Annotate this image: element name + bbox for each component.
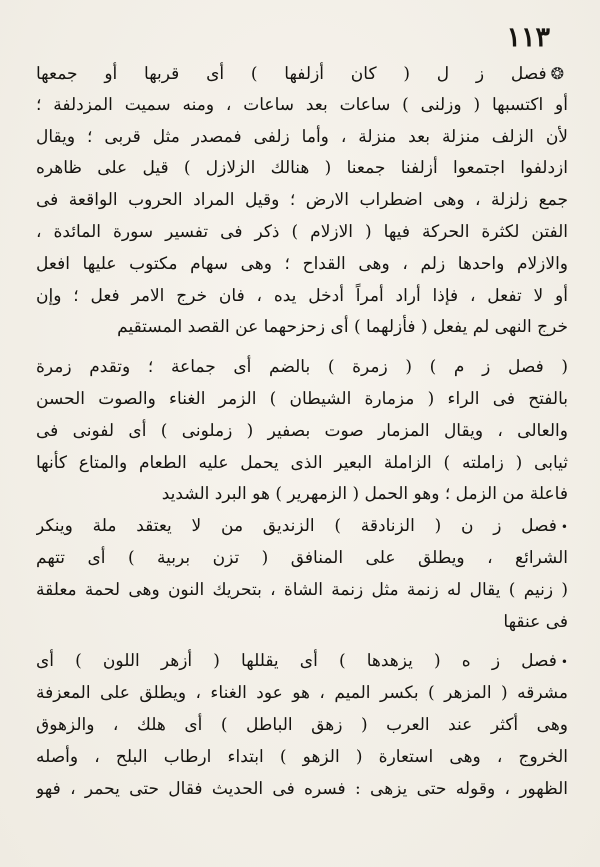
text-line (36, 479, 568, 511)
text-line (36, 312, 568, 344)
text-line (36, 774, 568, 806)
bullet-icon: • (560, 655, 568, 670)
text-line (36, 122, 568, 154)
text-line (36, 217, 568, 249)
text-line-content: بالفتح فى الراء ( مزمارة الشيطان ) الزمر الغناء والصوت الحسن (36, 388, 568, 409)
text-line-content: الفتن لكثرة الحركة فيها ( الازلام ) ذكر فى تفسير سورة المائدة ، (36, 221, 568, 242)
page-number: ١١٣ (506, 22, 550, 53)
text-line (36, 416, 568, 448)
text-line-content: أو لا تفعل ، فإذا أراد أمراً أدخل يده ، فان خرج الامر فعل ؛ وإن (36, 285, 568, 306)
text-line-content: فاعلة من الزمل ؛ وهو الحمل ( الزمهرير ) هو البرد الشديد (161, 484, 568, 505)
text-line-content: فى عنقها (503, 611, 568, 632)
text-line (36, 448, 568, 480)
text-line-content: فصل ز ن ( الزنادقة ) الزنديق من لا يعتقد ملة وينكر (36, 516, 557, 537)
text-line (36, 710, 568, 742)
text-line-content: جمع زلزلة ، وهى اضطراب الارض ؛ وقيل المراد الحروب الواقعة فى (36, 190, 568, 211)
text-line (36, 281, 568, 313)
text-line (36, 678, 568, 710)
text-line-content: ازدلفوا اجتمعوا أزلفنا جمعنا ( هنالك الزلازل ) قيل على ظاهره (36, 158, 568, 179)
bullet-icon: • (560, 520, 568, 535)
text-line (36, 543, 568, 575)
text-line-content: والعالى ، ويقال المزمار صوت بصفير ( زملونى ) أى لفونى فى (36, 420, 568, 441)
text-line (36, 575, 568, 607)
text-line (36, 153, 568, 185)
text-line (36, 90, 568, 122)
text-line-content: الشرائع ، ويطلق على المنافق ( تزن بربية ) أى تتهم (36, 547, 568, 568)
text-line-content: والازلام واحدها زلم ، وهى القداح ؛ وهى سهام مكتوب عليها افعل (36, 253, 568, 274)
body-text (36, 58, 568, 805)
text-line (36, 646, 568, 678)
text-line-content: خرج النهى لم يفعل ( فأزلهما ) أى زحزحهما عن القصد المستقيم (117, 317, 568, 338)
text-line (36, 742, 568, 774)
text-line-content: أو اكتسبها ( وزلنى ) ساعات بعد ساعات ، ومنه سميت المزدلفة ؛ (36, 94, 568, 115)
text-line (36, 185, 568, 217)
text-line-content: ثيابى ( زاملته ) الزاملة البعير الذى يحمل عليه الطعام والمتاع كأنها (36, 452, 568, 473)
text-line (36, 352, 568, 384)
text-line-content: ( زنيم ) يقال له زنمة مثل زنمة الشاة ، بتحريك النون وهى لحمة معلقة (36, 579, 568, 600)
text-line (36, 511, 568, 543)
text-line-content: لأن الزلف منزلة بعد منزلة ، وأما زلفى فمصدر مثل قربى ؛ ويقال (36, 126, 568, 147)
text-line (36, 607, 568, 639)
text-line-content: ( فصل ز م ) ( زمرة ) بالضم أى جماعة ؛ وتقدم زمرة (36, 357, 568, 378)
text-line-content: الخروج ، وهى استعارة ( الزهو ) ابتداء ارطاب البلح ، وأصله (36, 746, 568, 767)
text-line-content: مشرقه ( المزهر ) بكسر الميم ، هو عود الغناء ، ويطلق على المعزفة (36, 683, 568, 704)
text-line (36, 384, 568, 416)
text-line-content: الظهور ، وقوله حتى يزهى : فسره فى الحديث فقال حتى يحمر ، فهو (36, 778, 568, 799)
text-line (36, 249, 568, 281)
ornament-icon: ❂ (550, 64, 564, 83)
text-line-content: وهى أكثر عند العرب ( زهق الباطل ) أى هلك ، والزهوق (36, 714, 568, 735)
text-line-content: فصل ز ل ( كان أزلفها ) أى قربها أو جمعها (36, 64, 547, 84)
text-line-content: فصل ز ه ( يزهدها ) أى يقللها ( أزهر اللون ) أى (36, 651, 557, 672)
text-line (36, 58, 568, 90)
